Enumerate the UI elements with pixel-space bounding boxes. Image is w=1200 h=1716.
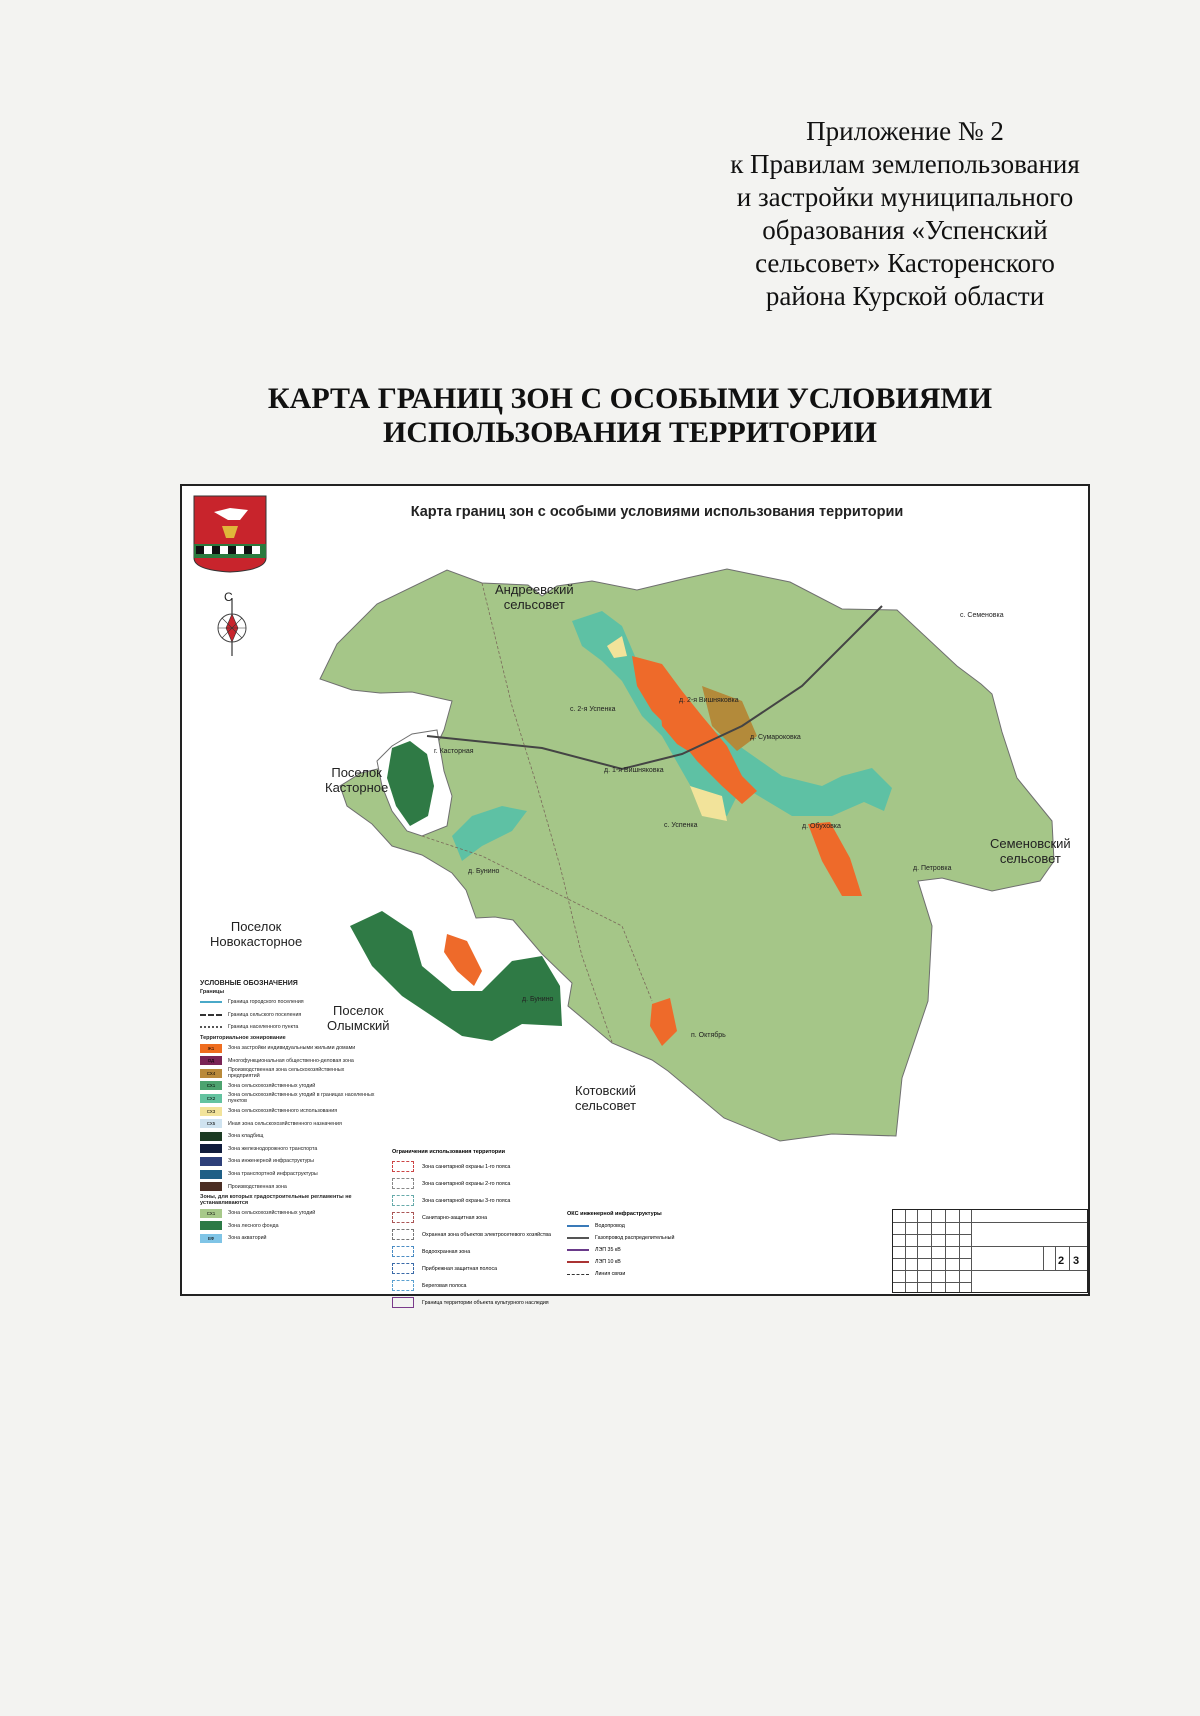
legend-item: Береговая полоса <box>392 1277 552 1294</box>
annex-line: Приложение № 2 <box>806 116 1004 146</box>
legend-item: Граница населенного пункта <box>200 1021 375 1034</box>
coat-of-arms-emblem <box>194 496 266 572</box>
legend-subtitle: Зоны, для которых градостроительные регламенты не устанавливаются <box>200 1193 352 1206</box>
village-label: с. Семеновка <box>960 612 1004 619</box>
annex-heading <box>690 115 1120 313</box>
legend-item: Зона инженерной инфраструктуры <box>200 1155 375 1168</box>
annex-line: района Курской области <box>765 281 1045 311</box>
legend-item: СХ3 Зона сельскохозяйственного использования <box>200 1105 375 1118</box>
north-label: С <box>224 590 233 604</box>
neighbor-label: Андреевский сельсовет <box>495 582 574 612</box>
territory-land <box>320 569 1054 1141</box>
page-title-line: КАРТА ГРАНИЦ ЗОН С ОСОБЫМИ УСЛОВИЯМИ <box>267 382 993 415</box>
legend-item: Зона транспортной инфраструктуры <box>200 1168 375 1181</box>
village-label: д. 2-я Вишняковка <box>679 697 739 704</box>
restrictions-legend <box>392 1149 552 1311</box>
residential-zone <box>444 934 482 986</box>
restrictions-title: Ограничения использования территории <box>392 1149 505 1155</box>
neighbor-label: Поселок Олымский <box>327 1003 390 1033</box>
village-label: д. Бунино <box>522 996 554 1003</box>
village-label: с. Успенка <box>664 822 698 829</box>
legend-subtitle: Границы <box>200 989 225 995</box>
legend-item: СХ4 Производственная зона сельскохозяйственных предприятий <box>200 1067 375 1080</box>
legend-item: Зона железнодорожного транспорта <box>200 1143 375 1156</box>
legend-item: ЛЭП 35 кВ <box>567 1244 687 1256</box>
legend-item: ОД Многофункциональная общественно-деловая зона <box>200 1054 375 1067</box>
village-label: д. Бунино <box>468 868 500 875</box>
legend-item: Ж1 Зона застройки индивидуальными жилыми домами <box>200 1042 375 1055</box>
annex-line: и застройки муниципального <box>736 182 1074 212</box>
page-title <box>180 382 1080 450</box>
legend-item: Граница сельского поселения <box>200 1009 375 1022</box>
legend-item: Линия связи <box>567 1268 687 1280</box>
legend-item: Прибрежная защитная полоса <box>392 1260 552 1277</box>
village-label: г. Касторная <box>434 748 474 755</box>
neighbor-label: Поселок Новокасторное <box>210 919 303 949</box>
village-label: п. Октябрь <box>691 1032 726 1039</box>
legend-title: УСЛОВНЫЕ ОБОЗНАЧЕНИЯ <box>200 980 298 987</box>
annex-line: образования «Успенский <box>762 215 1048 245</box>
neighbor-label: Котовский сельсовет <box>575 1083 637 1113</box>
legend-item: ЛЭП 10 кВ <box>567 1256 687 1268</box>
legend-item: Зона санитарной охраны 3-го пояса <box>392 1192 552 1209</box>
annex-line: к Правилам землепользования <box>730 149 1080 179</box>
title-block-stamp <box>892 1209 1088 1293</box>
infrastructure-title: ОКС инженерной инфраструктуры <box>567 1211 662 1217</box>
legend-item: СХ1 Зона сельскохозяйственных угодий <box>200 1207 375 1220</box>
legend-item: Водоохранная зона <box>392 1243 552 1260</box>
legend-item: Водопровод <box>567 1220 687 1232</box>
legend-item: Граница городского поселения <box>200 996 375 1009</box>
village-label: д. Сумароковка <box>750 734 801 741</box>
village-label: д. Обуховка <box>802 823 841 830</box>
legend-item: Газопровод распределительный <box>567 1232 687 1244</box>
north-arrow-icon <box>218 598 246 656</box>
legend-item: Зона лесного фонда <box>200 1220 375 1233</box>
legend-item: СХ2 Зона сельскохозяйственных угодий в границах населенных пунктов <box>200 1092 375 1105</box>
legend-item: Охранная зона объектов электросетевого хозяйства <box>392 1226 552 1243</box>
legend-item: СХ1 Зона сельскохозяйственных угодий <box>200 1080 375 1093</box>
legend-item: Зона кладбищ <box>200 1130 375 1143</box>
legend-item: ВФ Зона акваторий <box>200 1232 375 1245</box>
map-frame <box>180 484 1090 1306</box>
village-label: д. 1-я Вишняковка <box>604 767 664 774</box>
legend-item: Зона санитарной охраны 1-го пояса <box>392 1158 552 1175</box>
map-title: Карта границ зон с особыми условиями использования территории <box>410 504 904 520</box>
neighbor-label: Семеновский сельсовет <box>990 836 1071 866</box>
legend-subtitle: Территориальное зонирование <box>200 1034 286 1041</box>
village-label: с. 2-я Успенка <box>570 706 616 713</box>
legend-item: Граница территории объекта культурного наследия <box>392 1294 552 1311</box>
sheet-total: 3 <box>1073 1255 1080 1267</box>
neighbor-label: Поселок Касторное <box>325 765 389 795</box>
legend-item: Зона санитарной охраны 2-го пояса <box>392 1175 552 1192</box>
infrastructure-legend <box>567 1211 687 1280</box>
map-legend <box>200 980 375 1245</box>
legend-item: Санитарно-защитная зона <box>392 1209 552 1226</box>
sheet-number: 2 <box>1058 1255 1065 1267</box>
village-label: д. Петровка <box>913 865 952 872</box>
legend-item: Производственная зона <box>200 1180 375 1193</box>
annex-line: сельсовет» Касторенского <box>755 248 1055 278</box>
legend-item: СХ5 Иная зона сельскохозяйственного назначения <box>200 1117 375 1130</box>
page-title-line: ИСПОЛЬЗОВАНИЯ ТЕРРИТОРИИ <box>383 416 877 449</box>
